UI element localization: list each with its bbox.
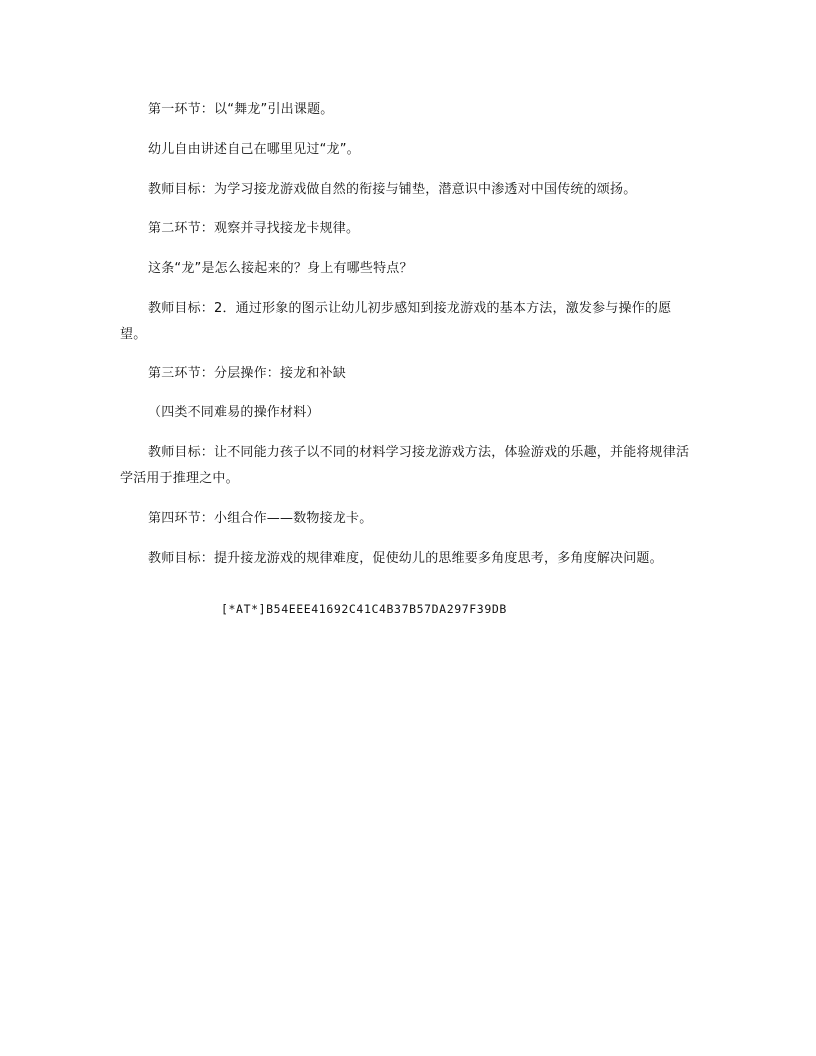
paragraph-teacher-goal-2: 教师目标：2．通过形象的图示让幼儿初步感知到接龙游戏的基本方法，激发参与操作的愿望。 xyxy=(120,301,672,342)
paragraph-free-talk: 幼儿自由讲述自己在哪里见过“龙”。 xyxy=(148,142,360,157)
document-code-id: [*AT*]B54EEE41692C41C4B37B57DA297F39DB xyxy=(221,602,507,616)
paragraph-teacher-goal-4: 教师目标：提升接龙游戏的规律难度，促使幼儿的思维要多角度思考，多角度解决问题。 xyxy=(148,551,663,566)
paragraph-section-4-title: 第四环节：小组合作——数物接龙卡。 xyxy=(148,511,373,526)
paragraph-materials-note: （四类不同难易的操作材料） xyxy=(148,405,320,420)
paragraph-section-1-title: 第一环节：以“舞龙”引出课题。 xyxy=(148,102,334,117)
paragraph-teacher-goal-1: 教师目标：为学习接龙游戏做自然的衔接与铺垫，潜意识中渗透对中国传统的颂扬。 xyxy=(148,182,637,197)
paragraph-teacher-goal-3: 教师目标：让不同能力孩子以不同的材料学习接龙游戏方法，体验游戏的乐趣，并能将规律活学活用于推理之中。 xyxy=(120,445,690,486)
paragraph-question: 这条“龙”是怎么接起来的？身上有哪些特点？ xyxy=(148,261,413,276)
paragraph-section-3-title: 第三环节：分层操作：接龙和补缺 xyxy=(148,366,347,381)
paragraph-section-2-title: 第二环节：观察并寻找接龙卡规律。 xyxy=(148,221,360,236)
